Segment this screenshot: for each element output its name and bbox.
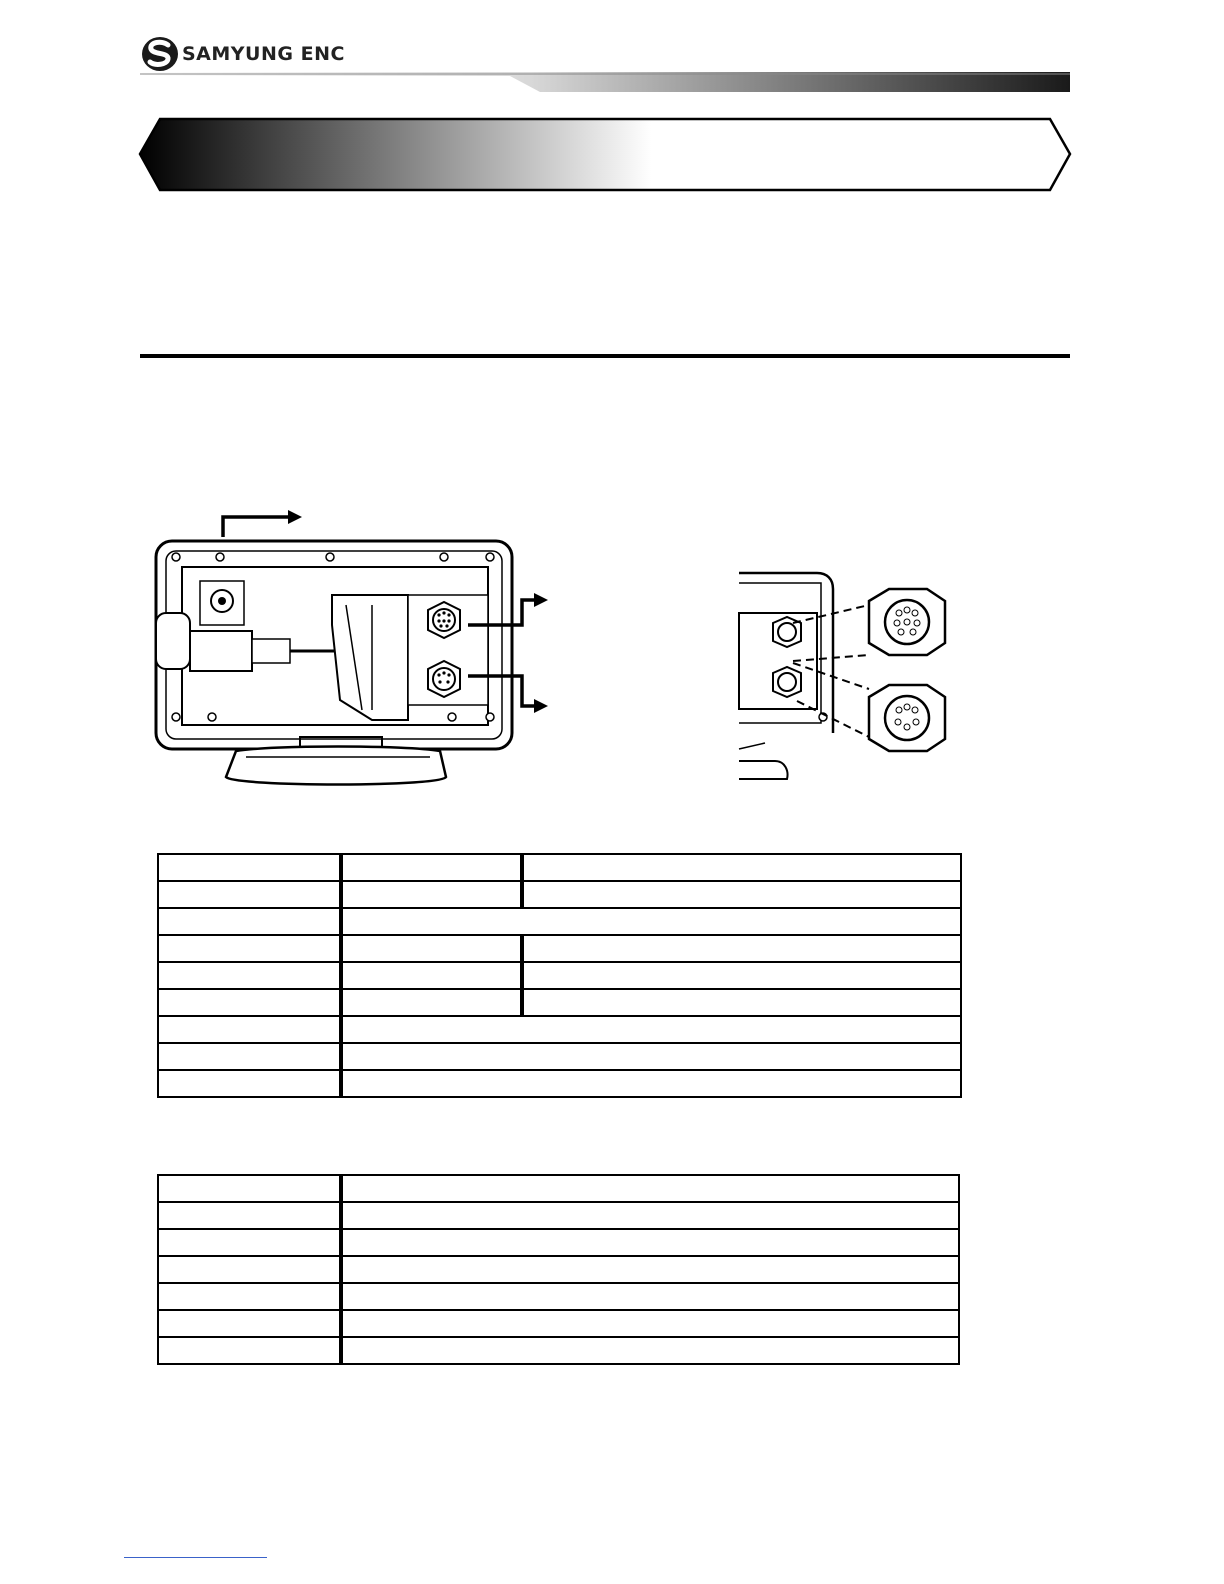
table-cell (522, 854, 961, 881)
table-cell (341, 1283, 959, 1310)
table-row (158, 962, 961, 989)
connector-table (157, 853, 962, 1098)
table-row (158, 1016, 961, 1043)
table-cell (341, 881, 522, 908)
table-cell (158, 1043, 341, 1070)
table-row (158, 1283, 959, 1310)
table-row (158, 1256, 959, 1283)
table-cell (158, 1175, 341, 1202)
table-row (158, 881, 961, 908)
table-row (158, 1070, 961, 1097)
table-cell (158, 1283, 341, 1310)
table-row (158, 1175, 959, 1202)
table-cell (341, 908, 961, 935)
table-row (158, 989, 961, 1016)
table-row (158, 935, 961, 962)
rear-panel-illustration (150, 505, 560, 800)
header-rule (140, 72, 1070, 92)
table-row (158, 1337, 959, 1364)
table-row (158, 1229, 959, 1256)
table-cell (158, 1202, 341, 1229)
table-cell (158, 1229, 341, 1256)
table-cell (158, 962, 341, 989)
table-cell (522, 935, 961, 962)
table-cell (522, 962, 961, 989)
table-cell (341, 854, 522, 881)
table-row (158, 1310, 959, 1337)
connector-pinout-illustration (735, 565, 970, 785)
table-cell (341, 1043, 961, 1070)
table-cell (158, 1016, 341, 1043)
table-cell (341, 1337, 959, 1364)
table-cell (341, 962, 522, 989)
pin-table (157, 1174, 960, 1365)
table-cell (158, 935, 341, 962)
brand-name: SAMYUNG ENC (182, 43, 345, 65)
table-cell (341, 1175, 959, 1202)
table-cell (341, 1229, 959, 1256)
table-cell (158, 908, 341, 935)
table-cell (158, 854, 341, 881)
brand-logo (140, 34, 370, 74)
table-cell (158, 989, 341, 1016)
table-cell (341, 1310, 959, 1337)
table-row (158, 854, 961, 881)
samyung-s-logo-icon (140, 34, 180, 74)
footer-link-underline[interactable] (124, 1557, 267, 1558)
table-cell (341, 1016, 961, 1043)
table-row (158, 1043, 961, 1070)
table-cell (341, 1202, 959, 1229)
table-cell (158, 1337, 341, 1364)
table-cell (158, 1070, 341, 1097)
table-cell (341, 1256, 959, 1283)
table-cell (341, 989, 522, 1016)
section-banner (138, 117, 1072, 192)
table-cell (158, 881, 341, 908)
table-cell (158, 1256, 341, 1283)
table-row (158, 1202, 959, 1229)
table-cell (341, 935, 522, 962)
table-cell (522, 881, 961, 908)
section-divider (140, 354, 1070, 358)
table-cell (158, 1310, 341, 1337)
table-cell (522, 989, 961, 1016)
table-row (158, 908, 961, 935)
table-cell (341, 1070, 961, 1097)
